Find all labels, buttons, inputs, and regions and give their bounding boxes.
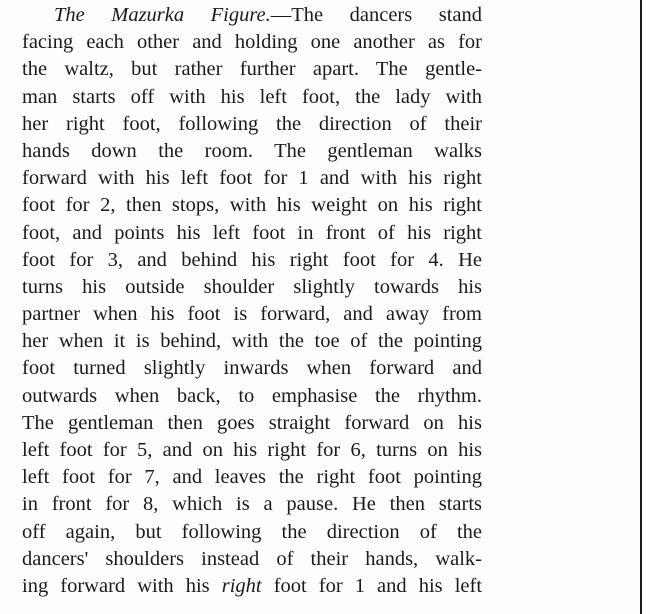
text-line-2: facing each other and holding one another as for: [22, 31, 482, 54]
text-line-11: turns his outside shoulder slightly towards his: [22, 275, 482, 298]
text-line-14: foot turned slightly inwards when forward and: [22, 357, 482, 380]
text-line-22: [22, 573, 482, 600]
section-title: The Mazurka Figure.: [54, 4, 271, 26]
text-line-17: left foot for 5, and on his right for 6, turns on his: [22, 439, 482, 461]
text-line-13: her when it is behind, with the toe of the pointing: [22, 330, 482, 353]
text-line-21: dancers' shoulders instead of their hands, walk-: [22, 547, 482, 570]
text-line-22-after: foot for 1 and his left: [273, 574, 483, 597]
text-line-7: forward with his left foot for 1 and with his right: [22, 167, 482, 190]
text-line-8: foot for 2, then stops, with his weight on his right: [22, 194, 482, 217]
text-line-6: hands down the room. The gentleman walks: [22, 139, 482, 162]
text-line-9: foot, and points his left foot in front of his right: [22, 221, 482, 244]
text-line-10: foot for 3, and behind his right foot for 4. He: [22, 248, 482, 271]
text-line-3: the waltz, but rather further apart. The gentle-: [22, 58, 482, 81]
text-line-15: outwards when back, to emphasise the rhythm.: [22, 384, 482, 407]
text-line-22-before: ing forward with his: [22, 574, 210, 597]
text-line-1-rest: —The dancers stand: [270, 4, 483, 26]
emphasis-right: right: [221, 574, 262, 597]
text-line-18: left foot for 7, and leaves the right foot pointing: [22, 466, 482, 489]
text-line-12: partner when his foot is forward, and away from: [22, 303, 482, 326]
text-line-1: [22, 2, 482, 29]
text-line-16: The gentleman then goes straight forward on his: [22, 411, 482, 434]
text-line-19: in front for 8, which is a pause. He then starts: [22, 493, 482, 516]
mazurka-paragraph: [22, 2, 482, 600]
page-edge-rule: [640, 0, 642, 614]
text-line-20: off again, but following the direction of the: [22, 520, 482, 543]
text-line-4: man starts off with his left foot, the lady with: [22, 85, 482, 108]
text-line-5: her right foot, following the direction of their: [22, 112, 482, 135]
